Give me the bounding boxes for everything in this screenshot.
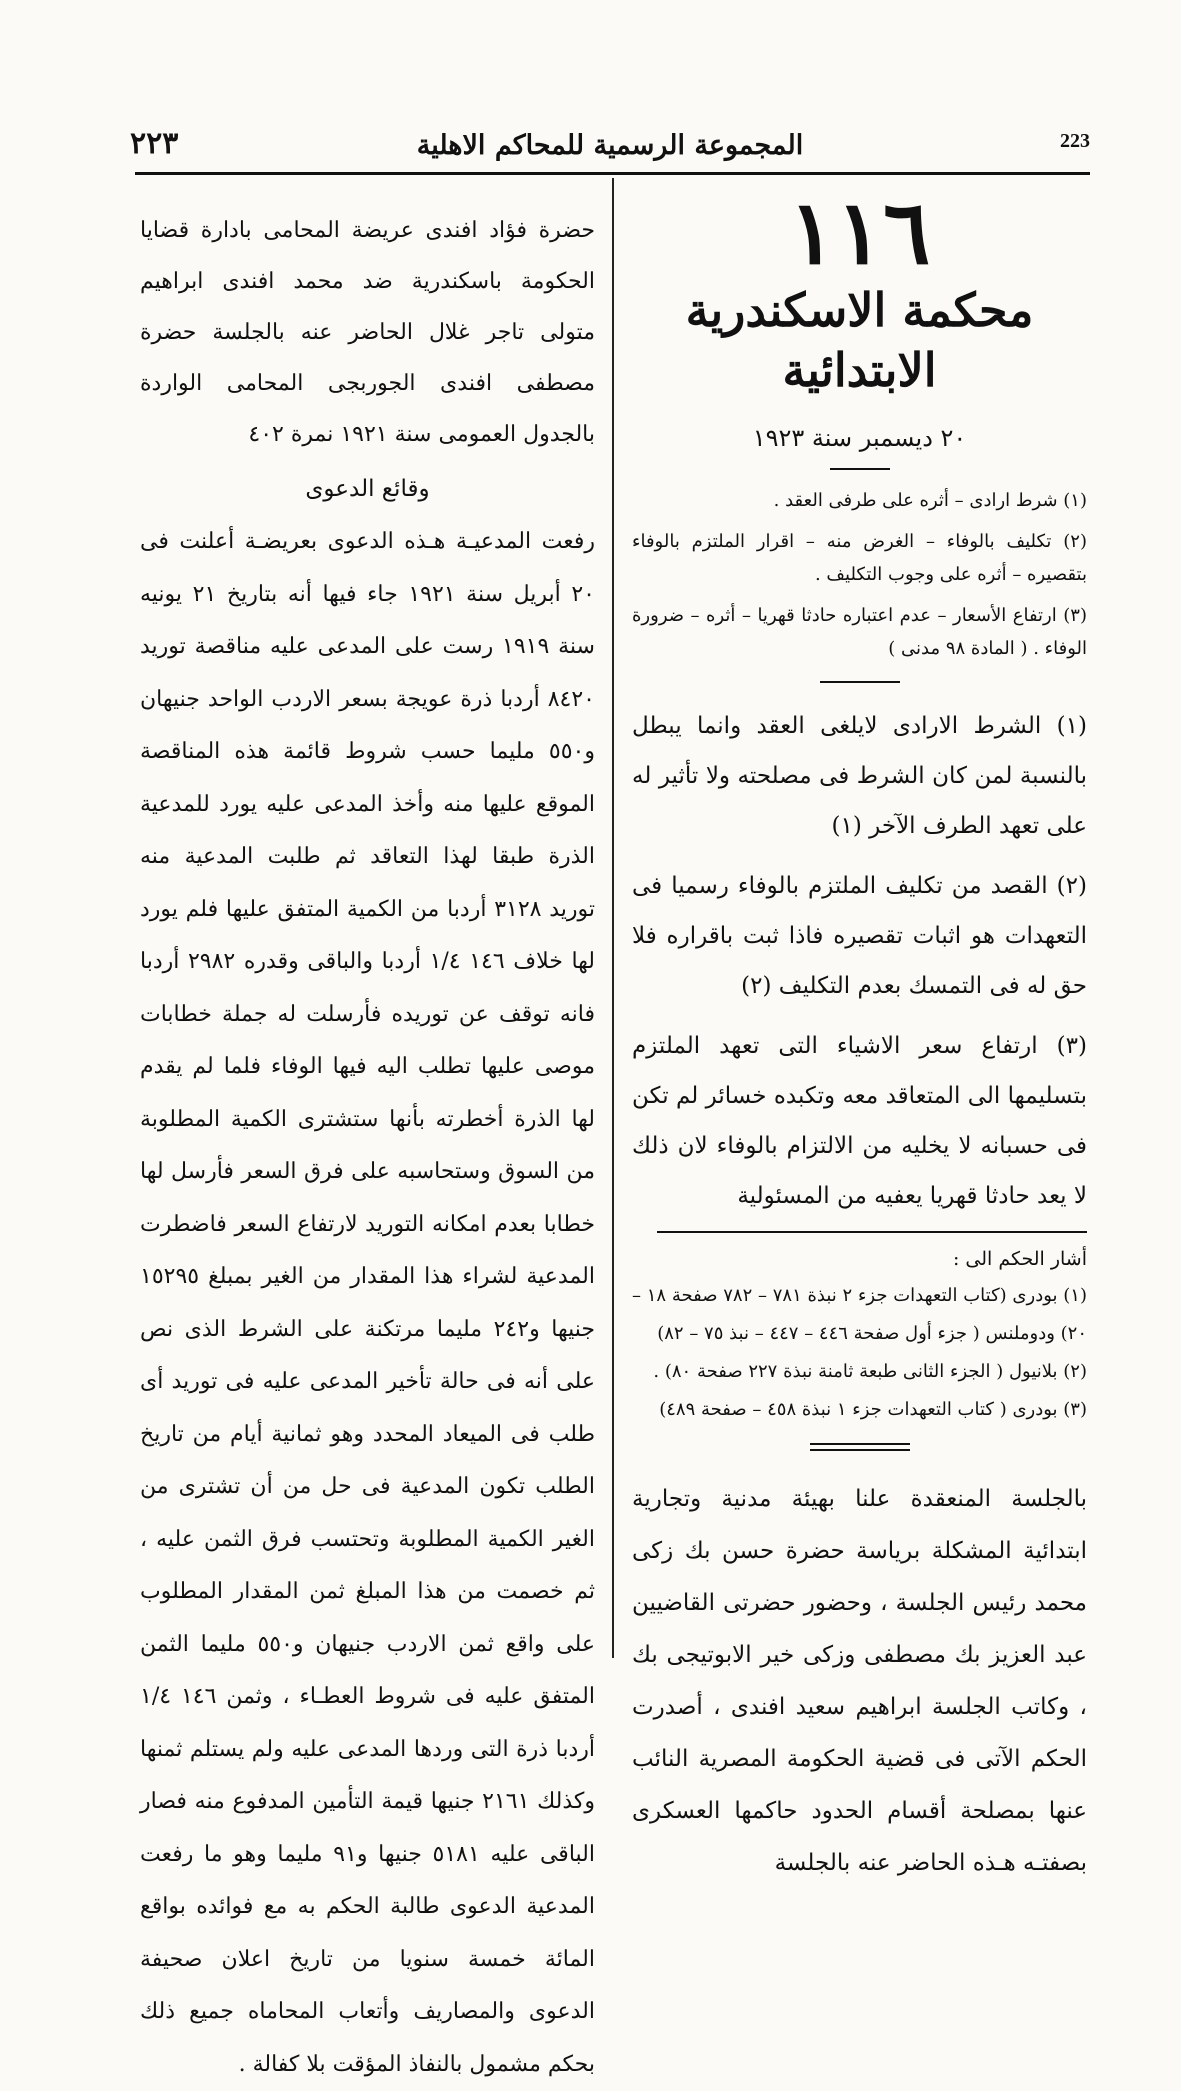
holding-item: (٣) ارتفاع سعر الاشياء التى تعهد الملتزم بتسليمها الى المتعاقد معه وتكبده خسائر لم تكن فى حسبانه لا يخليه من الالتزام بالوفاء لان ذلك لا يعد حادثا قهريا يعفيه من المسئولية bbox=[632, 1033, 1087, 1209]
page-number-latin: 223 bbox=[1060, 130, 1090, 152]
case-number: ١١٦ bbox=[788, 180, 931, 284]
facts-heading: وقائع الدعوى bbox=[305, 476, 430, 502]
summary-item: (٣) ارتفاع الأسعار – عدم اعتباره حادثا قهريا – أثره – ضرورة الوفاء . ( المادة ٩٨ مدنى ) bbox=[632, 605, 1087, 659]
parties-paragraph: حضرة فؤاد افندى عريضة المحامى بادارة قضايا الحكومة باسكندرية ضد محمد افندى ابراهيم متولى تاجر غلال الحاضر عنه بالجلسة حضرة مصطفى افندى الجوربجى المحامى الواردة بالجدول العمومى سنة ١٩٢١ نمرة ٤٠٢ bbox=[140, 218, 595, 447]
references-title: أشار الحكم الى : bbox=[952, 1248, 1087, 1270]
separator-rule bbox=[820, 681, 900, 683]
facts-paragraph: رفعت المدعيـة هـذه الدعوى بعريضـة أعلنت فى ٢٠ أبريل سنة ١٩٢١ جاء فيها أنه بتاريخ ٢١ يونيه سنة ١٩١٩ رست على المدعى عليه مناقصة توريد ٨٤٢٠ أردبا ذرة عويجة بسعر الاردب الواحد جنيهان و٥٥٠ مليما حسب شروط قائمة هذه المناقصة الموقع عليها منه وأخذ المدعى عليه يورد للمدعية الذرة طبقا لهذا التعاقد ثم طلبت المدعية منه توريد ٣١٢٨ أردبا من الكمية المتفق عليها فلم يورد لها خلاف ١٤٦ ١/٤ أردبا والباقى وقدره ٢٩٨٢ أردبا فانه توقف عن توريده فأرسلت له جملة خطابات موصى عليها تطلب اليه فيها الوفاء فلما لم يقدم لها الذرة أخطرته بأنها ستشترى الكمية المطلوبة من السوق وستحاسبه على فرق السعر فأرسل لها خطابا بعدم امكانه التوريد لارتفاع السعر فاضطرت المدعية لشراء هذا المقدار من الغير بمبلغ ١٥٢٩٥ جنيها و٢٤٢ مليما مرتكنة على الشرط الذى نص على أنه فى حالة تأخير المدعى عليه فى توريد أى طلب فى الميعاد المحدد وهو ثمانية أيام من تاريخ الطلب تكون المدعية فى حل من أن تشترى من الغير الكمية المطلوبة وتحتسب فرق الثمن عليه ، ثم خصمت من هذا المبلغ ثمن المقدار المطلوب على واقع ثمن الاردب جنيهان و٥٥٠ مليما الثمن المتفق عليه فى شروط العطـاء ، وثمن ١٤٦ ١/٤ أردبا ذرة التى وردها المدعى عليه ولم يستلم ثمنها وكذلك ٢١٦١ جنيها قيمة التأمين المدفوع منه فصار الباقى عليه ٥١٨١ جنيها و٩١ مليما وهو ما رفعت المدعية الدعوى طالبة الحكم به مع فوائده بواقع المائة خمسة سنويا من تاريخ اعلان صحيفة الدعوى والمصاريف وأتعاب المحاماه جميع ذلك بحكم مشمول بالنفاذ المؤقت بلا كفالة . bbox=[140, 529, 595, 2077]
summary-item: (١) شرط ارادى – أثره على طرفى العقد . bbox=[773, 490, 1087, 511]
reference-item: (٢) بلانيول ( الجزء الثانى طبعة ثامنة نبذة ٢٢٧ صفحة ٨٠) . bbox=[653, 1361, 1087, 1382]
references-rule bbox=[657, 1231, 1087, 1233]
separator-rule bbox=[830, 468, 890, 470]
summary-item: (٢) تكليف بالوفاء – الغرض منه – اقرار الملتزم بالوفاء بتقصيره – أثره على وجوب التكليف . bbox=[632, 531, 1087, 585]
reference-item: (٣) بودرى ( كتاب التعهدات جزء ١ نبذة ٤٥٨ – صفحة ٤٨٩) bbox=[659, 1399, 1087, 1420]
page-number-arabic: ٢٢٣ bbox=[130, 126, 179, 161]
court-session-paragraph: بالجلسة المنعقدة علنا بهيئة مدنية وتجارية ابتدائية المشكلة برياسة حضرة حسن بك زكى محمد رئيس الجلسة ، وحضور حضرتى القاضيين عبد العزيز بك مصطفى وزكى خير الابوتيجى بك ، وكاتب الجلسة ابراهيم سعيد افندى ، أصدرت الحكم الآتى فى قضية الحكومة المصرية النائب عنها بمصلحة أقسام الحدود حاكمها العسكرى بصفتـه هـذه الحاضر عنه بالجلسة bbox=[632, 1486, 1087, 1876]
reference-item: (١) بودرى (كتاب التعهدات جزء ٢ نبذة ٧٨١ – ٧٨٢ صفحة ١٨ – ٢٠) ودوملنس ( جزء أول صفحة ٤٤٦ – ٤٤٧ – نبذ ٧٥ – ٨٢) bbox=[632, 1285, 1087, 1344]
page-header bbox=[130, 118, 1090, 168]
holding-item: (١) الشرط الارادى لايلغى العقد وانما يبطل بالنسبة لمن كان الشرط فى مصلحته ولا تأثير له على تعهد الطرف الآخر (١) bbox=[632, 713, 1087, 839]
double-separator bbox=[810, 1443, 910, 1451]
left-column bbox=[140, 205, 595, 2091]
references bbox=[632, 1241, 1087, 1429]
court-name: محكمة الاسكندرية الابتدائية bbox=[685, 283, 1034, 397]
holding-item: (٢) القصد من تكليف الملتزم بالوفاء رسميا فى التعهدات هو اثبات تقصيره فاذا ثبت باقراره فلا حق له فى التمسك بعدم التكليف (٢) bbox=[632, 873, 1087, 999]
summary-list bbox=[632, 484, 1087, 665]
column-divider bbox=[612, 178, 614, 1658]
header-rule bbox=[135, 172, 1090, 175]
judgment-date: ٢٠ ديسمبر سنة ١٩٢٣ bbox=[752, 424, 967, 452]
right-column bbox=[632, 180, 1087, 1889]
journal-title: المجموعة الرسمية للمحاكم الاهلية bbox=[416, 130, 804, 161]
holdings-list bbox=[632, 701, 1087, 1221]
